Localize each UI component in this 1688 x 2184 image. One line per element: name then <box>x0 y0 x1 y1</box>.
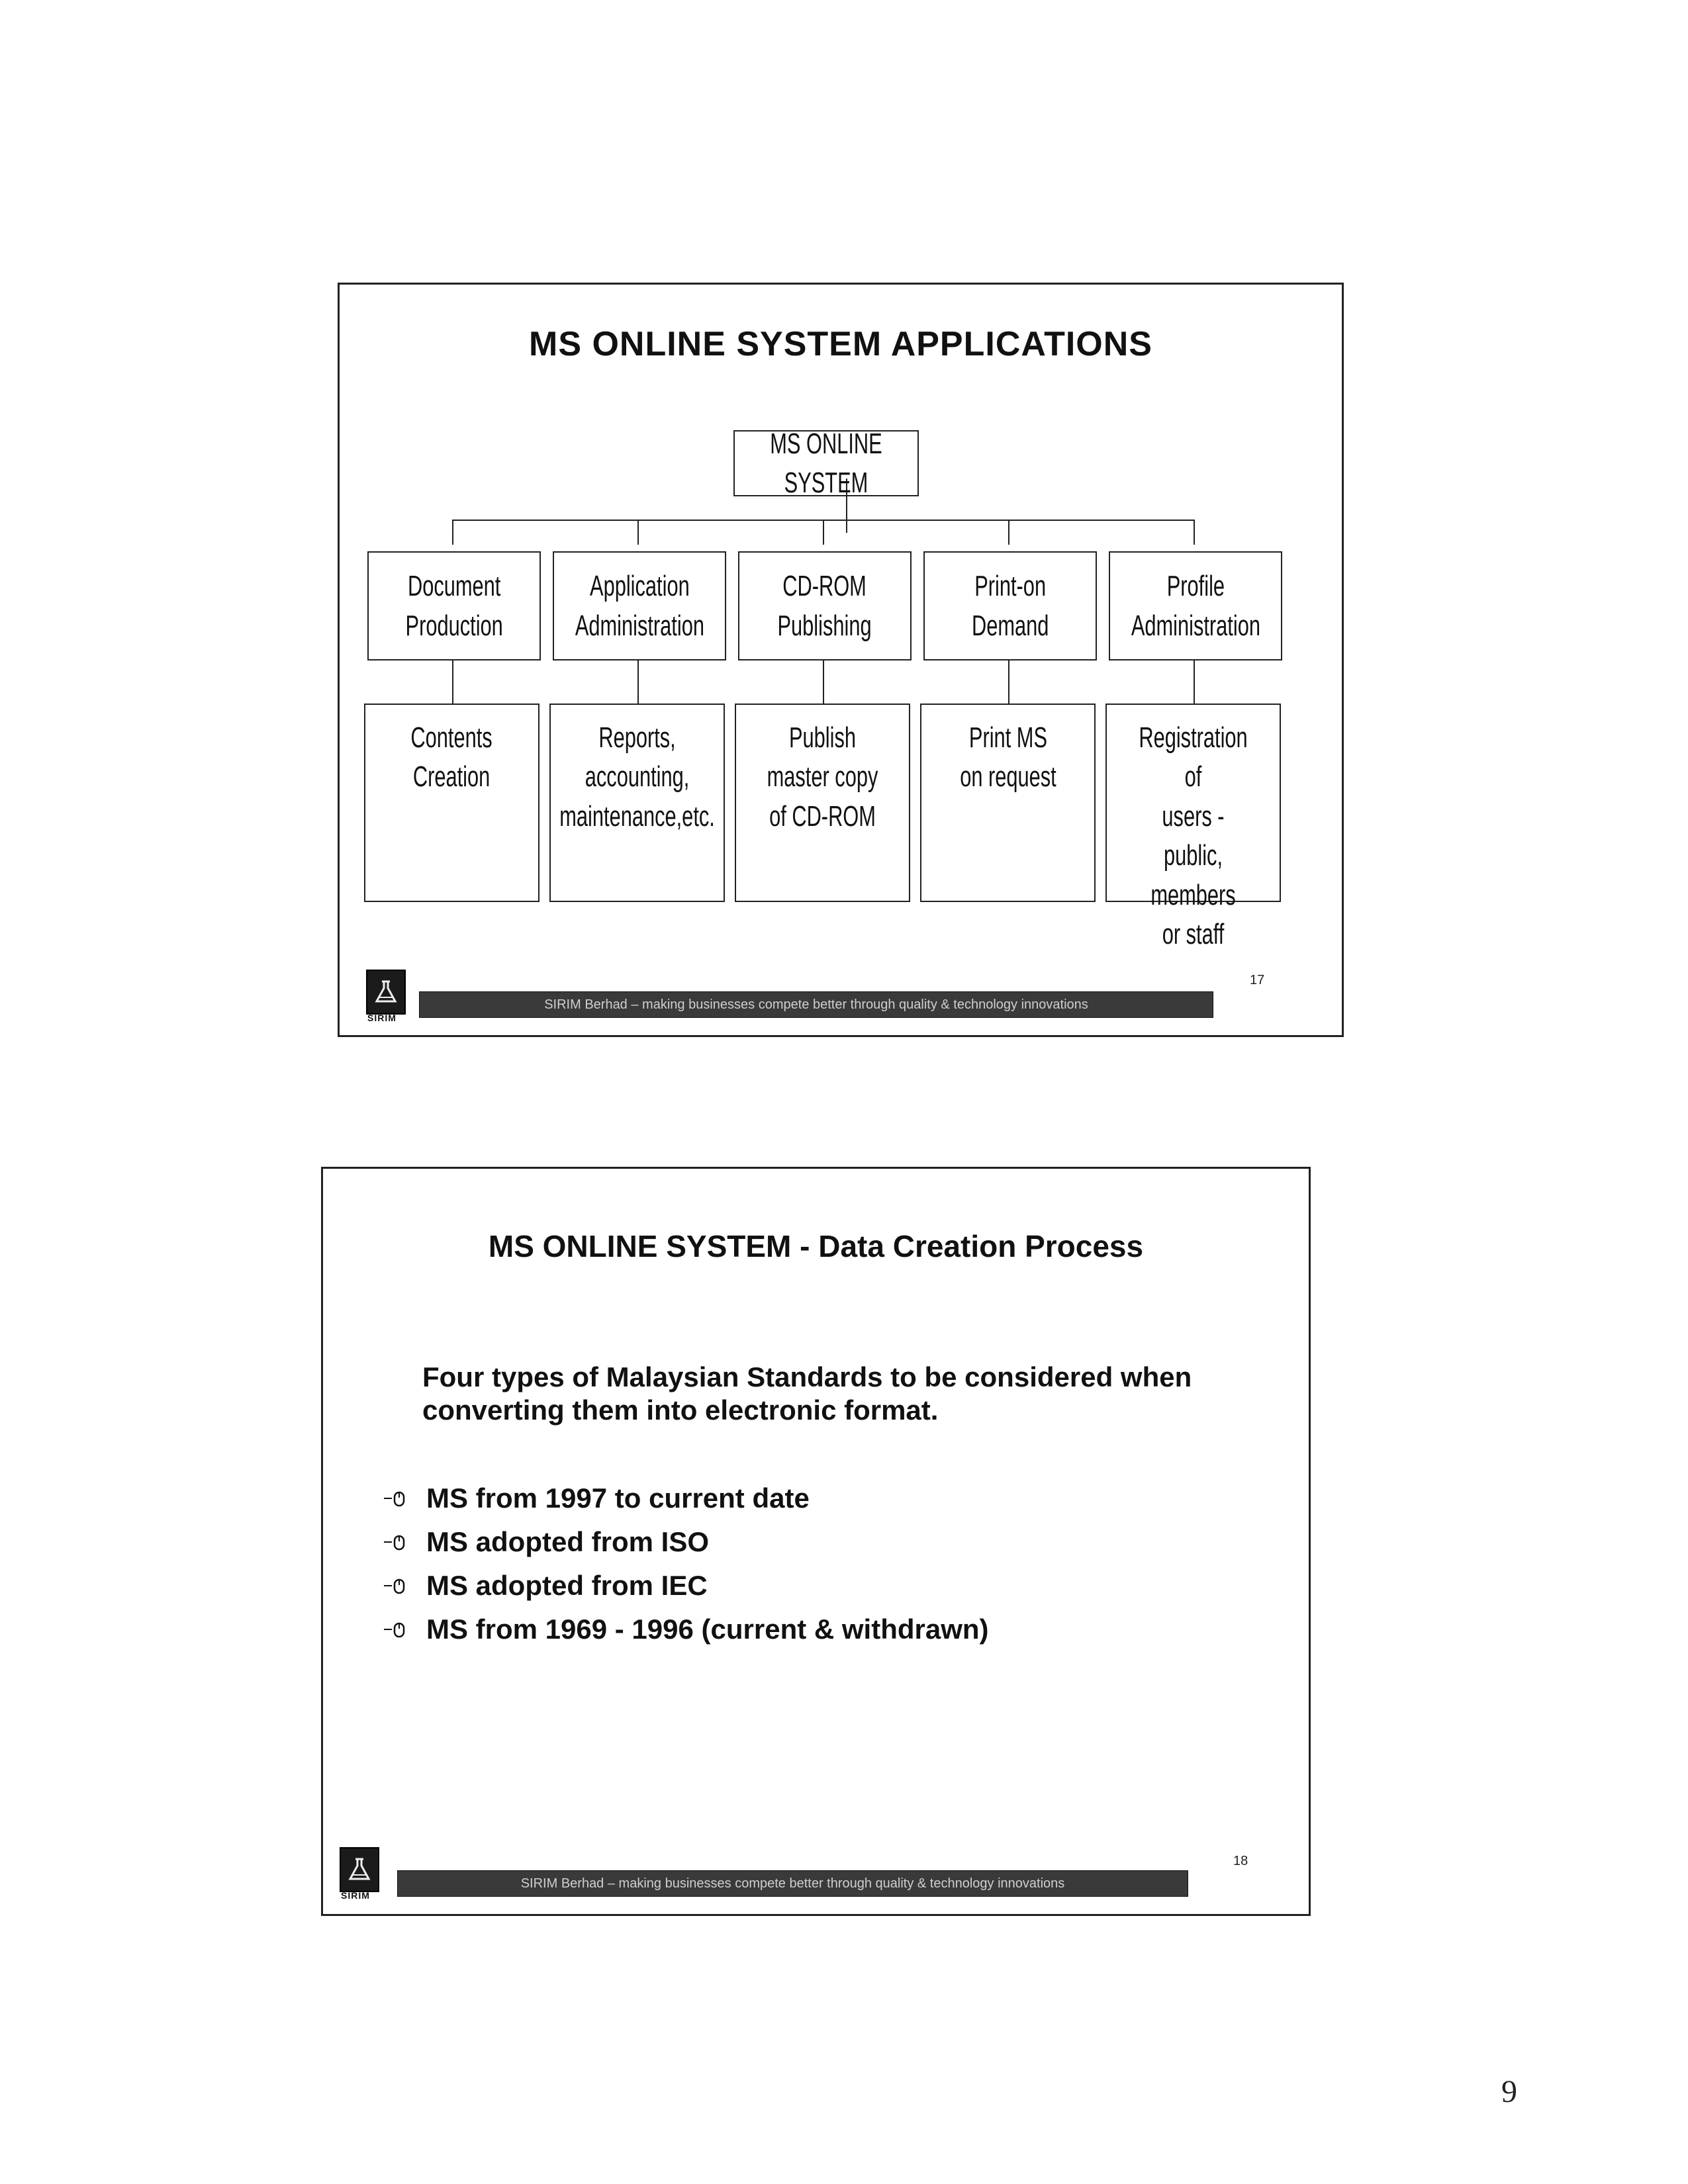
root-node-label: MS ONLINE SYSTEM <box>770 427 882 499</box>
connector <box>637 520 639 545</box>
intro-text: Four types of Malaysian Standards to be considered when converting them into electronic format. <box>422 1361 1192 1426</box>
page-number: 9 <box>1501 2074 1517 2109</box>
list-item <box>383 1564 989 1608</box>
sirim-logo-icon <box>340 1847 379 1892</box>
sirim-logo-icon <box>366 970 406 1015</box>
slide-17 <box>338 283 1344 1037</box>
category-node-application-administration <box>553 551 726 660</box>
slide-number: 18 <box>1233 1854 1248 1868</box>
detail-label: Print MS on request <box>959 721 1056 794</box>
list-item <box>383 1477 989 1520</box>
connector <box>1008 660 1009 704</box>
connector <box>1194 660 1195 704</box>
detail-label: Contents Creation <box>410 721 493 794</box>
detail-label: Reports, accounting, maintenance,etc. <box>559 721 715 833</box>
bullet-text: MS from 1997 to current date <box>426 1482 810 1514</box>
mouse-pointer-icon <box>383 1619 409 1639</box>
bullet-text: MS adopted from IEC <box>426 1570 708 1601</box>
slide-number: 17 <box>1250 973 1265 987</box>
connector <box>452 660 453 704</box>
detail-label: Registration of users - public, members or staff <box>1139 721 1248 950</box>
category-label: CD-ROM Publishing <box>777 570 872 642</box>
category-node-print-on-demand <box>923 551 1097 660</box>
connector <box>637 660 639 704</box>
detail-node-contents-creation <box>364 704 539 902</box>
flask-icon <box>346 1856 373 1883</box>
sirim-logo-label: SIRIM <box>341 1890 370 1901</box>
category-label: Print-on Demand <box>971 570 1049 642</box>
detail-label: Publish master copy of CD-ROM <box>767 721 878 833</box>
bullet-text: MS adopted from ISO <box>426 1526 710 1557</box>
list-item <box>383 1608 989 1651</box>
connector <box>1194 520 1195 545</box>
slide-18 <box>321 1167 1311 1916</box>
connector <box>823 660 824 704</box>
flask-icon <box>373 979 399 1005</box>
connector <box>823 520 824 545</box>
category-node-document-production <box>367 551 541 660</box>
sirim-logo-label: SIRIM <box>367 1013 397 1023</box>
mouse-pointer-icon <box>383 1576 409 1596</box>
bullet-list <box>383 1477 989 1651</box>
category-label: Profile Administration <box>1131 570 1260 642</box>
connector <box>1008 520 1009 545</box>
connector <box>452 520 453 545</box>
category-node-profile-administration <box>1109 551 1282 660</box>
detail-node-registration <box>1105 704 1281 950</box>
mouse-pointer-icon <box>383 1532 409 1552</box>
slide-title: MS ONLINE SYSTEM - Data Creation Process <box>488 1229 1144 1263</box>
slide-title: MS ONLINE SYSTEM APPLICATIONS <box>529 325 1152 363</box>
list-item <box>383 1520 989 1564</box>
category-label: Application Administration <box>575 570 704 642</box>
category-label: Document Production <box>405 570 503 642</box>
category-node-cdrom-publishing <box>738 551 912 660</box>
detail-node-reports <box>549 704 725 902</box>
footer-tagline-bar: SIRIM Berhad – making businesses compete better through quality & technology innovations <box>419 991 1213 1018</box>
detail-node-publish-master <box>735 704 910 902</box>
bullet-text: MS from 1969 - 1996 (current & withdrawn) <box>426 1614 989 1645</box>
detail-node-print-ms <box>920 704 1096 902</box>
root-node <box>733 427 919 499</box>
mouse-pointer-icon <box>383 1488 409 1508</box>
footer-tagline-bar: SIRIM Berhad – making businesses compete better through quality & technology innovations <box>397 1870 1188 1897</box>
